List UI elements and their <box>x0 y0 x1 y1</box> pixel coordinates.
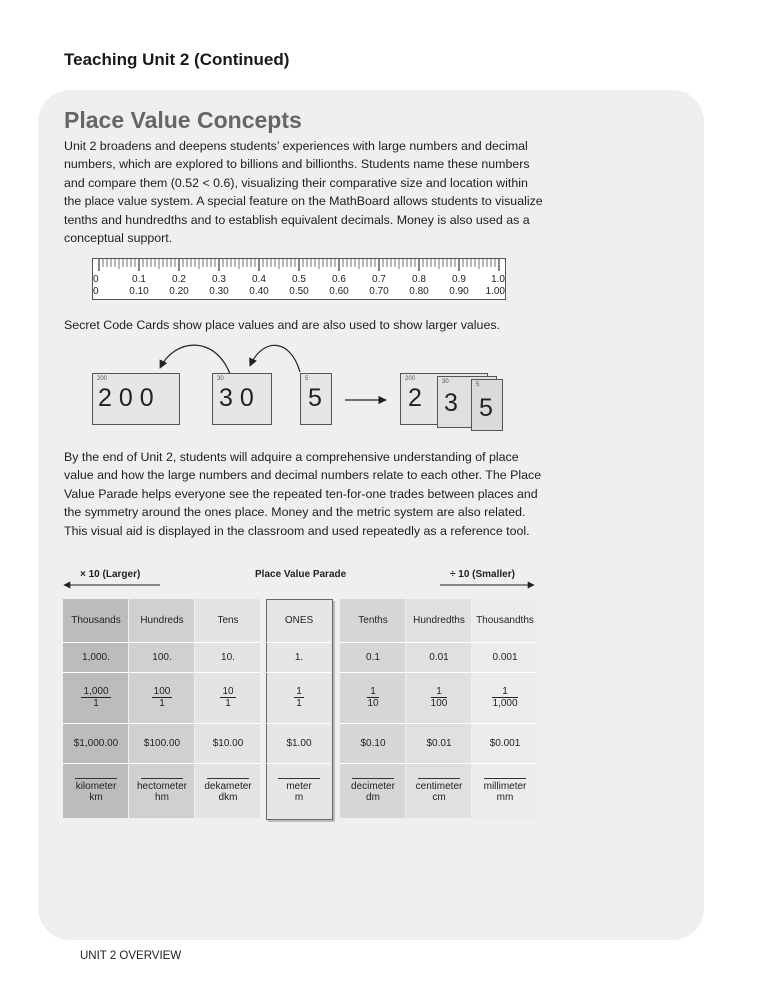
money-text: $1.00 <box>286 737 312 749</box>
money-value <box>129 723 195 763</box>
intro-paragraph: Unit 2 broadens and deepens students’ experiences with large numbers and decimal numbers, which are explored to billions and billionths. Students name these numbers and compare them (0.52 < 0.6), visualizing their comparative size and location within the place value system. A special feature on the MathBoard allows students to visualize tenths and hundredths and to establish equivalent decimals. Money is also used as a conceptual support. <box>64 139 543 246</box>
ruler-label-top: 0.8 <box>412 274 426 285</box>
decimal-value-text: 1,000. <box>82 651 110 663</box>
metric-unit-name: dekameter <box>204 781 252 792</box>
ruler-label-bottom: 0 <box>93 286 99 297</box>
decimal-value-text: 0.001 <box>492 651 518 663</box>
denominator: 1,000 <box>492 698 518 709</box>
metric-unit-name: meter <box>286 781 312 792</box>
fill-in-blank <box>484 778 526 779</box>
metric-unit <box>266 763 332 818</box>
card-200-digits: 2 0 0 <box>98 384 154 412</box>
ruler-label-bottom: 0.70 <box>369 286 389 297</box>
column-header <box>195 599 261 642</box>
numerator: 1 <box>296 686 302 697</box>
metric-unit-abbr: dm <box>366 792 380 803</box>
column-header <box>406 599 472 642</box>
fraction-value <box>63 672 129 723</box>
fill-in-blank <box>418 778 460 779</box>
decimal-value-text: 10. <box>221 651 235 663</box>
money-text: $10.00 <box>212 737 244 749</box>
stack-card-30-label: 30 <box>442 379 449 385</box>
fraction-value <box>195 672 261 723</box>
decimal-value-text: 0.01 <box>429 651 449 663</box>
fraction <box>152 686 173 709</box>
ruler-label-bottom: 0.10 <box>129 286 149 297</box>
denominator: 1 <box>296 698 302 709</box>
stack-card-200-digit: 2 <box>408 384 422 412</box>
denominator: 10 <box>367 698 379 709</box>
money-text: $100.00 <box>143 737 181 749</box>
ruler-label-top: 0.3 <box>212 274 226 285</box>
column-header-label: ONES <box>284 615 314 626</box>
metric-unit <box>129 763 195 818</box>
numerator: 100 <box>153 686 171 697</box>
metric-unit-name: kilometer <box>75 781 117 792</box>
denominator: 1 <box>225 698 231 709</box>
decimal-value <box>129 642 195 672</box>
fraction-value <box>129 672 195 723</box>
page-footer: UNIT 2 OVERVIEW <box>80 950 182 962</box>
money-text: $0.01 <box>426 737 452 749</box>
metric-unit <box>63 763 129 818</box>
fraction-value <box>340 672 406 723</box>
numerator: 1 <box>431 686 448 698</box>
ruler-label-top: 0.7 <box>372 274 386 285</box>
column-header-label: Tenths <box>358 615 388 626</box>
metric-unit-abbr: hm <box>155 792 169 803</box>
money-value <box>266 723 332 763</box>
fill-in-blank <box>352 778 394 779</box>
ruler-label-bottom: 0.50 <box>289 286 309 297</box>
fill-in-blank <box>141 778 183 779</box>
ruler-label-bottom: 0.90 <box>449 286 469 297</box>
stack-card-200-label: 200 <box>405 376 416 382</box>
money-value <box>406 723 472 763</box>
fraction <box>81 686 110 709</box>
column-header <box>340 599 406 642</box>
fraction <box>367 686 378 709</box>
fill-in-blank <box>75 778 117 779</box>
metric-unit-abbr: mm <box>496 792 514 803</box>
metric-unit <box>406 763 472 818</box>
metric-unit-name: millimeter <box>483 781 527 792</box>
card-30-digits: 3 0 <box>219 384 254 412</box>
ruler-label-top: 0.1 <box>132 274 146 285</box>
decimal-value-text: 100. <box>152 651 172 663</box>
card-200 <box>92 373 180 425</box>
ruler-label-top: 0.5 <box>292 274 306 285</box>
ruler-label-bottom: 0.20 <box>169 286 189 297</box>
ruler-label-top: 0.9 <box>452 274 466 285</box>
money-value <box>340 723 406 763</box>
fraction <box>220 686 235 709</box>
denominator: 1 <box>159 698 165 709</box>
card-30 <box>212 373 272 425</box>
fill-in-blank <box>278 778 320 779</box>
money-text: $0.001 <box>489 737 521 749</box>
money-value <box>472 723 538 763</box>
metric-unit <box>195 763 261 818</box>
metric-unit-name: hectometer <box>136 781 188 792</box>
numerator: 10 <box>222 686 234 697</box>
money-text: $0.10 <box>360 737 386 749</box>
fraction-value <box>266 672 332 723</box>
column-header <box>63 599 129 642</box>
column-header-label: Thousands <box>71 615 121 626</box>
ruler-ticks <box>93 259 505 271</box>
stack-card-5 <box>471 379 503 431</box>
ruler-label-top: 0.2 <box>172 274 186 285</box>
column-header-label: Hundreds <box>140 615 184 626</box>
fill-in-blank <box>207 778 249 779</box>
decimal-value <box>63 642 129 672</box>
money-value <box>195 723 261 763</box>
column-header <box>129 599 195 642</box>
section-title: Place Value Concepts <box>64 107 302 133</box>
decimal-ruler <box>92 258 506 300</box>
column-header-label: Tens <box>217 615 239 626</box>
card-30-label: 30 <box>217 376 224 382</box>
decimal-value-text: 1. <box>294 651 304 663</box>
numerator: 1 <box>492 686 517 698</box>
metric-unit-abbr: dkm <box>218 792 238 803</box>
fraction-value <box>406 672 472 723</box>
metric-unit-abbr: km <box>89 792 103 803</box>
decimal-value <box>266 642 332 672</box>
metric-unit-abbr: cm <box>432 792 446 803</box>
ruler-label-bottom: 0.80 <box>409 286 429 297</box>
parade-title: Place Value Parade <box>255 569 347 580</box>
secret-code-cards-text: Secret Code Cards show place values and are also used to show larger values. <box>64 318 500 332</box>
metric-unit-name: centimeter <box>415 781 463 792</box>
column-header-label: Hundredths <box>413 615 465 626</box>
ruler-label-top: 1.0 <box>491 274 505 285</box>
decimal-value <box>472 642 538 672</box>
page-header: Teaching Unit 2 (Continued) <box>64 50 290 69</box>
fraction <box>294 686 304 709</box>
column-header <box>472 599 538 642</box>
decimal-value <box>406 642 472 672</box>
larger-label: × 10 (Larger) <box>80 569 141 580</box>
denominator: 100 <box>430 698 448 709</box>
ruler-label-top: 0 <box>93 274 99 285</box>
ruler-label-top: 0.4 <box>252 274 266 285</box>
fraction <box>492 686 517 709</box>
ruler-label-bottom: 1.00 <box>485 286 505 297</box>
card-5-label: 5 <box>305 376 309 382</box>
column-header-label: Thousandths <box>476 615 534 626</box>
body-paragraph: By the end of Unit 2, students will adquire a comprehensive understanding of place value and how the large numbers and decimal numbers relate to each other. The Place Value Parade helps everyone see the repeated ten-for-one trades between places and the symmetry around the ones place. Money and the metric system are also related. This visual aid is displayed in the classroom and used repeatedly as a reference tool. <box>64 450 542 538</box>
stack-card-30-digit: 3 <box>444 389 458 417</box>
numerator: 1,000 <box>83 686 109 697</box>
money-value <box>63 723 129 763</box>
decimal-value <box>195 642 261 672</box>
card-200-label: 200 <box>97 376 108 382</box>
metric-unit-abbr: m <box>294 792 304 803</box>
decimal-value-text: 0.1 <box>366 651 380 663</box>
fraction-value <box>472 672 538 723</box>
decimal-value <box>340 642 406 672</box>
card-5 <box>300 373 332 425</box>
fraction <box>431 686 448 709</box>
metric-unit <box>340 763 406 818</box>
metric-unit-name: decimeter <box>351 781 395 792</box>
smaller-label: ÷ 10 (Smaller) <box>450 569 515 580</box>
ruler-label-top: 0.6 <box>332 274 346 285</box>
stack-card-5-digit: 5 <box>479 394 493 422</box>
numerator: 1 <box>367 686 378 698</box>
column-header <box>266 599 332 642</box>
ruler-label-bottom: 0.40 <box>249 286 269 297</box>
ruler-label-bottom: 0.30 <box>209 286 229 297</box>
ruler-label-bottom: 0.60 <box>329 286 349 297</box>
money-text: $1,000.00 <box>73 737 119 749</box>
denominator: 1 <box>93 698 99 709</box>
stack-card-5-label: 5 <box>476 382 480 388</box>
card-5-digits: 5 <box>308 384 322 412</box>
metric-unit <box>472 763 538 818</box>
